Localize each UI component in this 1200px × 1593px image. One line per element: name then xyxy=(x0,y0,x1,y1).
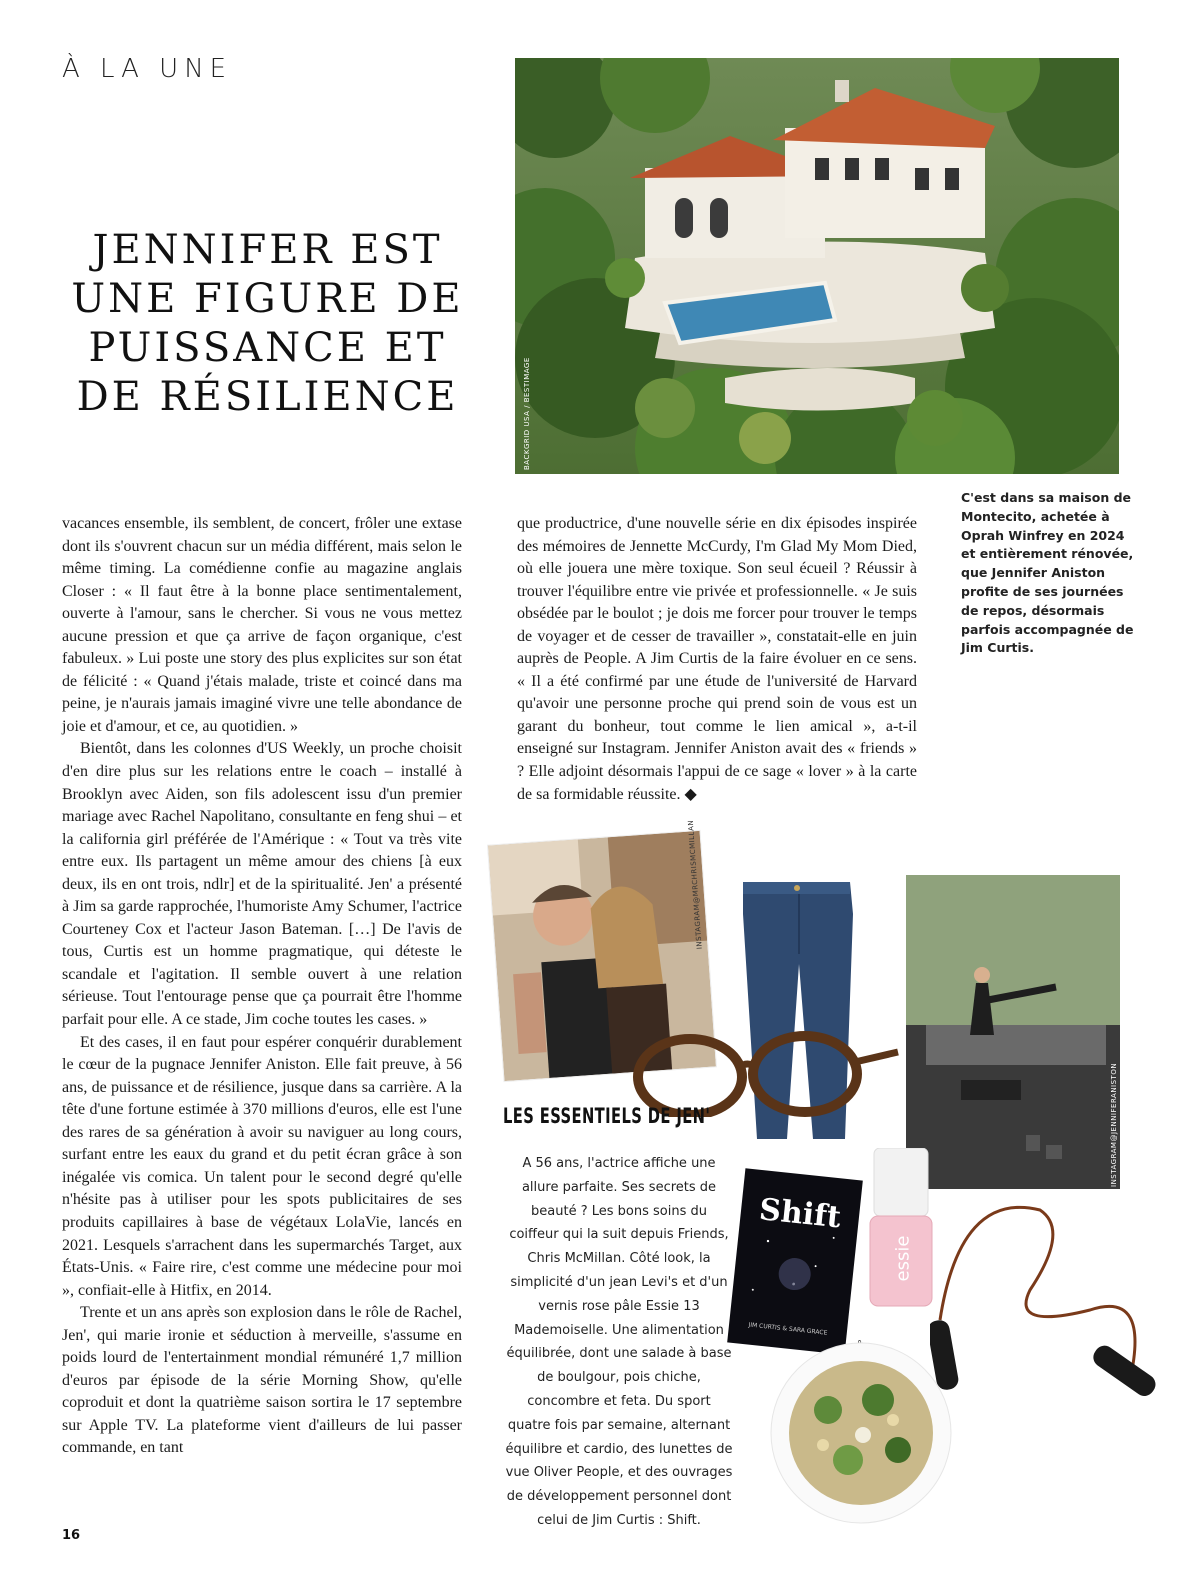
article-column-2 xyxy=(517,513,917,806)
hero-caption: C'est dans sa maison de Montecito, achetée à Oprah Winfrey en 2024 et entièrement rénovée, que Jennifer Aniston profite de ses journées de repos, désormais parfois accompagnée de Jim Curtis. xyxy=(961,490,1134,656)
book-shift xyxy=(727,1168,863,1354)
gym-photo-credit: INSTAGRAM@JENNIFERANISTON xyxy=(1110,1062,1118,1187)
glasses-product xyxy=(620,1022,900,1117)
paragraph: vacances ensemble, ils semblent, de concert, frôler une extase dont ils s'ouvrent chacun sur un média différent, mais selon le même timing. La comédienne confie au magazine anglais Closer : « Il faut être à la bonne place sentimentalement, ouverte à l'amour, sans le chercher. Si vous ne vous mettez aucune pression et que ça arrive de façon organique, c'est fabuleux. » Lui poste une story des plus explicites sur son état de félicité : « Quand j'étais malade, triste et coincé dans ma peine, je n'aurais jamais imaginé vivre une telle abondance de joie et d'amour, et ce, au quotidien. » xyxy=(62,515,462,735)
book-title: Shift xyxy=(757,1192,843,1236)
salad-bowl xyxy=(768,1340,954,1526)
villa-illustration xyxy=(515,58,1119,474)
book-authors: JIM CURTIS & SARA GRACE xyxy=(748,1321,828,1337)
essentials-text: A 56 ans, l'actrice affiche une allure parfaite. Ses secrets de beauté ? Les bons soins du coiffeur qui la suit depuis Friends, Chris McMillan. Côté look, la simplicité d'un jean Levi's et d'un vernis rose pâle Essie 13 Mademoiselle. Une alimentation équilibrée, dont une salade à base de boulgour, pois chiche, concombre et feta. Du sport quatre fois par semaine, alternant équilibre et cardio, des lunettes de vue Oliver People, et des ouvrages de développement personnel dont celui de Jim Curtis : Shift. xyxy=(505,1156,733,1528)
headline-line-3: PUISSANCE ET xyxy=(88,325,447,371)
polish-brand: essie xyxy=(892,1235,914,1282)
headline-line-2: UNE FIGURE DE xyxy=(71,276,464,322)
hero-photo-credit: BACKGRID USA / BESTIMAGE xyxy=(523,357,531,470)
page-number: 16 xyxy=(62,1528,81,1543)
paragraph: Bientôt, dans les colonnes d'US Weekly, un proche choisit d'en dire plus sur les relations entre le coach – installé à Brooklyn avec Aiden, son fils adolescent issu d'un premier mariage avec Rachel Napolitano, consultante en feng shui – et la california girl préférée de l'Amérique : « Tout va très vite entre eux. Ils partagent un même amour des chiens [à eux deux, ils en ont trois, ndlr] et de la spiritualité. Jen' a présenté à Jim sa garde rapprochée, l'humoriste Amy Schumer, l'actrice Courteney Cox et l'acteur Jason Bateman. […] De l'avis de tous, Curtis est un homme pragmatique, qui déteste le scandale et l'agitation. Il semble ouvert à une relation sérieuse. Tout l'entourage pense que ça pourrait être l'homme parfait pour elle. A ce stade, Jim coche toutes les cases. » xyxy=(62,740,462,1029)
article-column-1 xyxy=(62,513,462,1460)
essentials-title: LES ESSENTIELS DE JEN' xyxy=(503,1104,711,1128)
selfie-photo-credit: INSTAGRAM@MRCHRISMCMILLAN xyxy=(686,819,704,950)
nail-polish-essie xyxy=(866,1148,936,1308)
headline xyxy=(60,226,475,422)
section-label: À LA UNE xyxy=(62,54,233,84)
paragraph: Trente et un ans après son explosion dans le rôle de Rachel, Jen', qui marie ironie et séduction à merveille, s'assume en poids lourd de l'entertainment mondial rémunéré 1,7 million d'euros par épisode de la série Morning Show, qu'elle coproduit et dont la quatrième saison sortira le 17 septembre sur Apple TV. La plateforme vient d'ailleurs de lui passer commande, en tant xyxy=(62,1304,462,1457)
gym-photo xyxy=(906,875,1120,1189)
paragraph: Et des cases, il en faut pour espérer conquérir durablement le cœur de la pugnace Jennifer Aniston. Elle fait preuve, à 56 ans, de puissance et de résilience, jusque dans sa carrière. A la tête d'une fortune estimée à 370 millions d'euros, elle est l'une des rares de sa génération à avoir su naviguer au long cours, surfant entre les eaux du grand et du petit écran grâce à son inégalée vis comica. Un talent pour le second degré qu'elle n'hésite pas à utiliser pour les spots publicitaires de ses produits capillaires à base de végétaux LolaVie, lancés en 2021. Lesquels s'arrachent dans les supermarchés Target, aux États-Unis. « Faire rire, c'est comme une médecine pour moi », confiait-elle à Hitfix, en 2014. xyxy=(62,1033,462,1299)
jump-rope xyxy=(930,1170,1180,1420)
paragraph: que productrice, d'une nouvelle série en dix épisodes inspirée des mémoires de Jennette McCurdy, I'm Glad My Mom Died, où elle jouera une mère toxique. Son seul écueil ? Réussir à trouver l'équilibre entre vie privée et professionnelle. « Je suis obsédée par le boulot ; je dois me forcer pour trouver le temps de voyager et de cesser de travailler », constatait-elle en juin auprès de People. A Jim Curtis de la faire évoluer en ce sens. « Il a été confirmé par une étude de l'université de Harvard qu'avoir une personne proche qui prend soin de vous est un garant du bonheur, tout comme le lien amical », a-t-il enseigné sur Instagram. Jennifer Aniston avait des « friends » ? Elle adjoint désormais l'appui de ce sage « lover » à la carte de sa formidable réussite. ◆ xyxy=(517,515,917,803)
headline-line-1: JENNIFER EST xyxy=(92,227,443,273)
hero-photo-villa xyxy=(515,58,1119,474)
headline-line-4: DE RÉSILIENCE xyxy=(76,374,459,420)
